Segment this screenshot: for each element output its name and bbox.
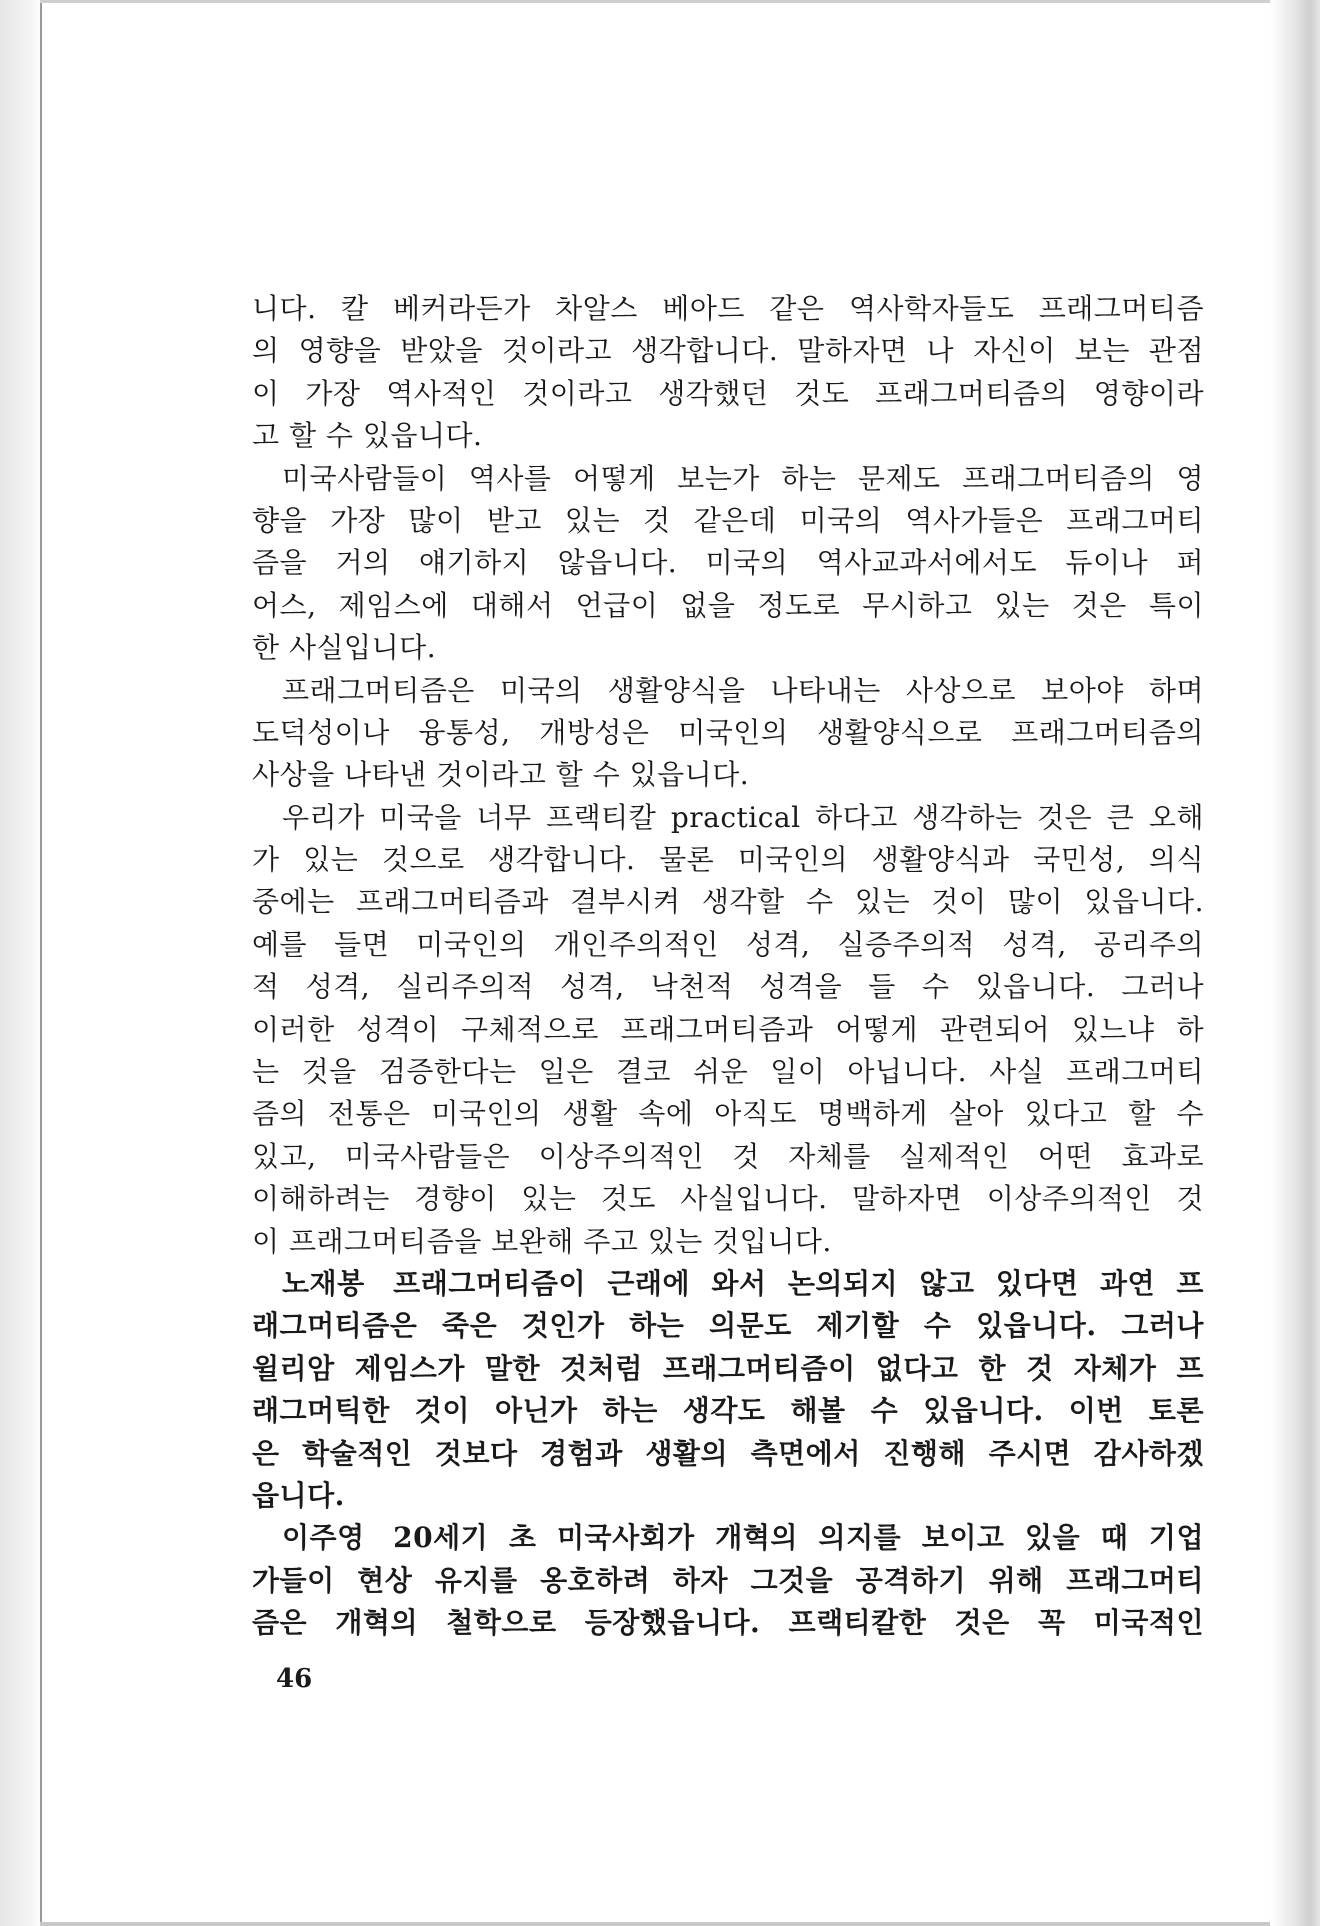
text-line: 윌리암 제임스가 말한 것처럼 프래그머티즘이 없다고 한 것 자체가 프: [252, 1351, 1204, 1385]
text-line: 은 학술적인 것보다 경험과 생활의 측면에서 진행해 주시면 감사하겠: [252, 1436, 1204, 1470]
page-text: [252, 288, 1204, 1645]
text-line: 있고, 미국사람들은 이상주의적인 것 자체를 실제적인 어떤 효과로: [252, 1139, 1204, 1173]
text-line: 는 것을 검증한다는 일은 결코 쉬운 일이 아닙니다. 사실 프래그머티: [252, 1055, 1204, 1089]
text-line: 즘을 거의 얘기하지 않읍니다. 미국의 역사교과서에서도 듀이나 퍼: [252, 546, 1204, 580]
text-line: 도덕성이나 융통성, 개방성은 미국인의 생활양식으로 프래그머티즘의: [252, 715, 1204, 749]
text-line: 이 가장 역사적인 것이라고 생각했던 것도 프래그머티즘의 영향이라: [252, 376, 1204, 410]
scan-edge-top: [40, 0, 1296, 3]
text-line: 즘은 개혁의 철학으로 등장했읍니다. 프랙티칼한 것은 꼭 미국적인: [252, 1606, 1204, 1640]
text-line: 향을 가장 많이 받고 있는 것 같은데 미국의 역사가들은 프래그머티: [252, 503, 1204, 537]
scan-edge-bottom: [40, 1922, 1296, 1926]
text-line: 의 영향을 받았을 것이라고 생각합니다. 말하자면 나 자신이 보는 관점: [252, 334, 1204, 368]
text-line: 니다. 칼 베커라든가 차알스 베아드 같은 역사학자들도 프래그머티즘: [252, 292, 1204, 325]
text-line: 즘의 전통은 미국인의 생활 속에 아직도 명백하게 살아 있다고 할 수: [252, 1097, 1204, 1131]
text-line: 미국사람들이 역사를 어떻게 보는가 하는 문제도 프래그머티즘의 영: [282, 461, 1204, 495]
text-line: 우리가 미국을 너무 프랙티칼 practical 하다고 생각하는 것은 큰 오해: [282, 800, 1204, 834]
text-line: 이해하려는 경향이 있는 것도 사실입니다. 말하자면 이상주의적인 것: [252, 1182, 1204, 1216]
speaker-name: 노재봉: [282, 1266, 365, 1300]
text-line: 프래그머티즘은 미국의 생활양식을 나타내는 사상으로 보아야 하며: [282, 673, 1204, 707]
scan-edge-right: [1270, 0, 1320, 1926]
text-line: 중에는 프래그머티즘과 결부시켜 생각할 수 있는 것이 많이 있읍니다.: [252, 885, 1204, 919]
text-line: 이러한 성격이 구체적으로 프래그머티즘과 어떻게 관련되어 있느냐 하: [252, 1012, 1204, 1046]
text-line: 래그머티즘은 죽은 것인가 하는 의문도 제기할 수 있읍니다. 그러나: [252, 1309, 1204, 1343]
text-line: 예를 들면 미국인의 개인주의적인 성격, 실증주의적 성격, 공리주의: [252, 927, 1204, 961]
text-line: 이 프래그머티즘을 보완해 주고 있는 것입니다.: [252, 1224, 832, 1258]
speaker-text: 프래그머티즘이 근래에 와서 논의되지 않고 있다면 과연 프: [393, 1266, 1204, 1300]
text-line: 어스, 제임스에 대해서 언급이 없을 정도로 무시하고 있는 것은 특이: [252, 588, 1204, 622]
scan-edge-left-line: [40, 0, 42, 1926]
text-line: 가 있는 것으로 생각합니다. 물론 미국인의 생활양식과 국민성, 의식: [252, 843, 1204, 877]
speaker-line: [252, 1263, 1204, 1305]
text-line: 고 할 수 있읍니다.: [252, 419, 483, 453]
text-line: 읍니다.: [252, 1478, 345, 1512]
page-number: 46: [276, 1664, 313, 1694]
text-line: 한 사실입니다.: [252, 631, 437, 665]
text-line: 사상을 나타낸 것이라고 할 수 있읍니다.: [252, 758, 750, 792]
speaker-name: 이주영: [282, 1521, 365, 1555]
speaker-line: [252, 1517, 1204, 1559]
speaker-text: 20세기 초 미국사회가 개혁의 의지를 보이고 있을 때 기업: [393, 1521, 1204, 1555]
text-line: 가들이 현상 유지를 옹호하려 하자 그것을 공격하기 위해 프래그머티: [252, 1563, 1204, 1597]
text-line: 래그머틱한 것이 아닌가 하는 생각도 해볼 수 있읍니다. 이번 토론: [252, 1394, 1204, 1428]
text-line: 적 성격, 실리주의적 성격, 낙천적 성격을 들 수 있읍니다. 그러나: [252, 970, 1204, 1004]
